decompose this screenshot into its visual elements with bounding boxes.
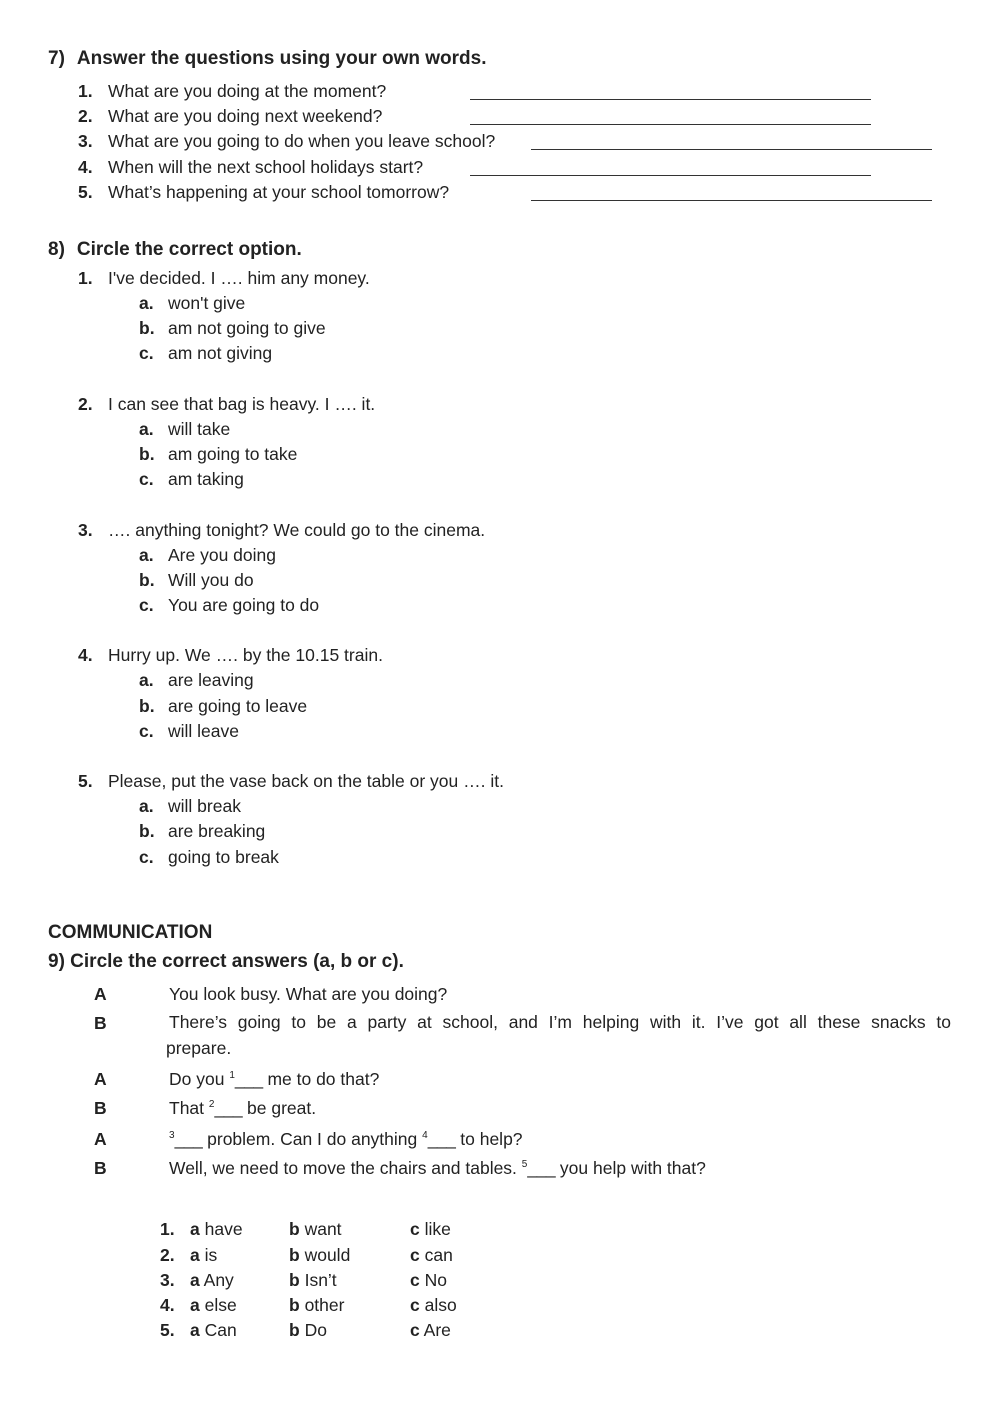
- s8-q5-option-c-letter: c.: [139, 847, 154, 867]
- answer-1-c-label: c: [410, 1219, 420, 1239]
- gap-5-number: 5: [521, 1159, 528, 1170]
- s7-q2-number: 2.: [78, 106, 93, 126]
- answer-4-option-b[interactable]: [289, 1295, 344, 1316]
- answer-2-a-label: a: [190, 1245, 200, 1265]
- dialogue-line-6-post: you help with that?: [555, 1158, 706, 1178]
- dialogue-line-1: You look busy. What are you doing?: [169, 984, 448, 1004]
- gap-3-number: 3: [169, 1130, 175, 1141]
- answer-1-b-label: b: [289, 1219, 300, 1239]
- dialogue-line-5: [169, 1129, 523, 1150]
- s8-q2-option-b-letter: b.: [139, 444, 155, 464]
- s8-q1-option-a-letter: a.: [139, 293, 154, 313]
- s8-q5-option-a[interactable]: will break: [168, 796, 241, 816]
- s8-q4-number: 4.: [78, 645, 93, 665]
- communication-heading: COMMUNICATION: [48, 922, 213, 943]
- answer-2-number: 2.: [160, 1245, 175, 1265]
- s8-q4-option-c-letter: c.: [139, 721, 154, 741]
- s8-q5-option-a-letter: a.: [139, 796, 154, 816]
- answer-5-a-label: a: [190, 1320, 200, 1340]
- s7-q1-text: What are you doing at the moment?: [108, 81, 387, 101]
- answer-3-c-label: c: [410, 1270, 420, 1290]
- gap-3-blank[interactable]: ___: [174, 1129, 203, 1149]
- answer-4-c-label: c: [410, 1295, 420, 1315]
- answer-2-option-b[interactable]: [289, 1245, 350, 1266]
- answer-4-c-text: also: [424, 1295, 457, 1315]
- s7-q5-number: 5.: [78, 182, 93, 202]
- s8-q3-option-c[interactable]: You are going to do: [168, 595, 320, 615]
- s8-q5-option-b[interactable]: are breaking: [168, 821, 266, 841]
- answer-2-b-label: b: [289, 1245, 300, 1265]
- answer-5-b-text: Do: [304, 1320, 327, 1340]
- s8-q4-option-b-letter: b.: [139, 696, 155, 716]
- answer-1-c-text: like: [424, 1219, 451, 1239]
- answer-1-a-text: have: [204, 1219, 243, 1239]
- answer-3-option-a[interactable]: [190, 1270, 234, 1291]
- s8-q4-option-a[interactable]: are leaving: [168, 670, 254, 690]
- answer-4-b-text: other: [304, 1295, 345, 1315]
- s7-q4-answer-line[interactable]: [470, 175, 871, 176]
- s7-q3-answer-line[interactable]: [531, 149, 932, 150]
- answer-4-a-label: a: [190, 1295, 200, 1315]
- section-8-heading: [48, 239, 302, 261]
- dialogue-line-5-mid: problem. Can I do anything: [202, 1129, 423, 1149]
- answer-1-b-text: want: [304, 1219, 342, 1239]
- answer-5-option-b[interactable]: [289, 1320, 327, 1341]
- dialogue-line-4-post: be great.: [242, 1098, 317, 1118]
- s8-q3-option-b[interactable]: Will you do: [168, 570, 254, 590]
- dialogue-speaker-2: B: [94, 1013, 107, 1033]
- s8-q1-option-a[interactable]: won't give: [168, 293, 246, 313]
- s8-q3-option-b-letter: b.: [139, 570, 155, 590]
- s7-q3-number: 3.: [78, 131, 93, 151]
- answer-4-option-c[interactable]: [410, 1295, 457, 1316]
- s8-q4-option-c[interactable]: will leave: [168, 721, 239, 741]
- dialogue-speaker-5: A: [94, 1129, 107, 1149]
- dialogue-line-3: [169, 1069, 379, 1090]
- answer-2-a-text: is: [204, 1245, 218, 1265]
- s7-q5-answer-line[interactable]: [531, 200, 932, 201]
- s8-q5-option-b-letter: b.: [139, 821, 155, 841]
- dialogue-line-2: There’s going to be a party at school, and I’m helping with it. I’ve got all these snacks to: [169, 1012, 951, 1032]
- dialogue-line-6: [169, 1158, 706, 1179]
- s7-q2-answer-line[interactable]: [470, 124, 871, 125]
- answer-3-option-b[interactable]: [289, 1270, 337, 1291]
- answer-2-option-a[interactable]: [190, 1245, 217, 1266]
- answer-2-option-c[interactable]: [410, 1245, 453, 1266]
- answer-5-b-label: b: [289, 1320, 300, 1340]
- dialogue-line-4-pre: That: [169, 1098, 209, 1118]
- s8-q2-option-b[interactable]: am going to take: [168, 444, 298, 464]
- s8-q4-option-b[interactable]: are going to leave: [168, 696, 308, 716]
- s7-q2-text: What are you doing next weekend?: [108, 106, 383, 126]
- s8-q2-option-a-letter: a.: [139, 419, 154, 439]
- s8-q1-number: 1.: [78, 268, 93, 288]
- answer-1-option-c[interactable]: [410, 1219, 451, 1240]
- answer-3-option-c[interactable]: [410, 1270, 447, 1291]
- section-8-number: 8): [48, 239, 65, 260]
- dialogue-line-6-pre: Well, we need to move the chairs and tables.: [169, 1158, 522, 1178]
- s7-q4-text: When will the next school holidays start?: [108, 157, 424, 177]
- answer-4-option-a[interactable]: [190, 1295, 237, 1316]
- section-7-title: Answer the questions using your own words.: [76, 48, 487, 69]
- answer-4-b-label: b: [289, 1295, 300, 1315]
- answer-5-number: 5.: [160, 1320, 175, 1340]
- answer-5-a-text: Can: [204, 1320, 237, 1340]
- answer-2-c-label: c: [410, 1245, 420, 1265]
- s7-q5-text: What’s happening at your school tomorrow?: [108, 182, 450, 202]
- s8-q3-number: 3.: [78, 520, 93, 540]
- gap-1-number: 1: [229, 1070, 235, 1081]
- s8-q2-number: 2.: [78, 394, 93, 414]
- answer-5-option-a[interactable]: [190, 1320, 237, 1341]
- answer-3-a-text: Any: [203, 1270, 234, 1290]
- answer-5-option-c[interactable]: [410, 1320, 451, 1341]
- s8-q3-option-c-letter: c.: [139, 595, 154, 615]
- section-9-heading: 9) Circle the correct answers (a, b or c).: [48, 951, 404, 972]
- gap-2-blank[interactable]: ___: [214, 1098, 243, 1118]
- answer-3-b-label: b: [289, 1270, 300, 1290]
- answer-3-number: 3.: [160, 1270, 175, 1290]
- answer-1-number: 1.: [160, 1219, 175, 1239]
- gap-1-blank[interactable]: ___: [234, 1069, 263, 1089]
- s8-q1-option-c[interactable]: am not giving: [168, 343, 273, 363]
- dialogue-line-5-post: to help?: [455, 1129, 523, 1149]
- dialogue-line-3-post: me to do that?: [262, 1069, 380, 1089]
- answer-3-c-text: No: [424, 1270, 447, 1290]
- gap-2-number: 2: [208, 1099, 215, 1110]
- dialogue-line-3-pre: Do you: [169, 1069, 230, 1089]
- gap-4-blank[interactable]: ___: [427, 1129, 456, 1149]
- s8-q5-number: 5.: [78, 771, 93, 791]
- answer-3-b-text: Isn’t: [304, 1270, 337, 1290]
- dialogue-line-4: [169, 1098, 316, 1119]
- s8-q1-option-b-letter: b.: [139, 318, 155, 338]
- dialogue-speaker-1: A: [94, 984, 107, 1004]
- s8-q2-text: I can see that bag is heavy. I …. it.: [108, 394, 376, 414]
- answer-5-c-text: Are: [423, 1320, 451, 1340]
- s7-q3-text: What are you going to do when you leave school?: [108, 131, 496, 151]
- gap-4-number: 4: [422, 1130, 428, 1141]
- s8-q3-option-a-letter: a.: [139, 545, 154, 565]
- answer-3-a-label: a: [190, 1270, 200, 1290]
- answer-2-c-text: can: [424, 1245, 453, 1265]
- s8-q3-text: …. anything tonight? We could go to the cinema.: [108, 520, 486, 540]
- s8-q5-option-c[interactable]: going to break: [168, 847, 279, 867]
- answer-4-a-text: else: [204, 1295, 237, 1315]
- dialogue-line-2-continued: prepare.: [166, 1038, 232, 1058]
- answer-1-option-a[interactable]: [190, 1219, 243, 1240]
- dialogue-speaker-6: B: [94, 1158, 107, 1178]
- s8-q2-option-c-letter: c.: [139, 469, 154, 489]
- section-7-heading: [48, 48, 487, 70]
- s8-q1-option-c-letter: c.: [139, 343, 154, 363]
- section-8-title: Circle the correct option.: [76, 239, 302, 260]
- s8-q5-text: Please, put the vase back on the table or you …. it.: [108, 771, 504, 791]
- s7-q1-answer-line[interactable]: [470, 99, 871, 100]
- answer-1-option-b[interactable]: [289, 1219, 342, 1240]
- s8-q4-option-a-letter: a.: [139, 670, 154, 690]
- s8-q2-option-c[interactable]: am taking: [168, 469, 244, 489]
- s8-q1-text: I've decided. I …. him any money.: [108, 268, 370, 288]
- s7-q4-number: 4.: [78, 157, 93, 177]
- s8-q1-option-b[interactable]: am not going to give: [168, 318, 326, 338]
- section-7-number: 7): [48, 48, 65, 69]
- s7-q1-number: 1.: [78, 81, 93, 101]
- dialogue-speaker-4: B: [94, 1098, 107, 1118]
- s8-q4-text: Hurry up. We …. by the 10.15 train.: [108, 645, 383, 665]
- dialogue-speaker-3: A: [94, 1069, 107, 1089]
- answer-2-b-text: would: [304, 1245, 351, 1265]
- answer-1-a-label: a: [190, 1219, 200, 1239]
- s8-q2-option-a[interactable]: will take: [168, 419, 231, 439]
- answer-5-c-label: c: [410, 1320, 420, 1340]
- gap-5-blank[interactable]: ___: [527, 1158, 556, 1178]
- answer-4-number: 4.: [160, 1295, 175, 1315]
- s8-q3-option-a[interactable]: Are you doing: [168, 545, 276, 565]
